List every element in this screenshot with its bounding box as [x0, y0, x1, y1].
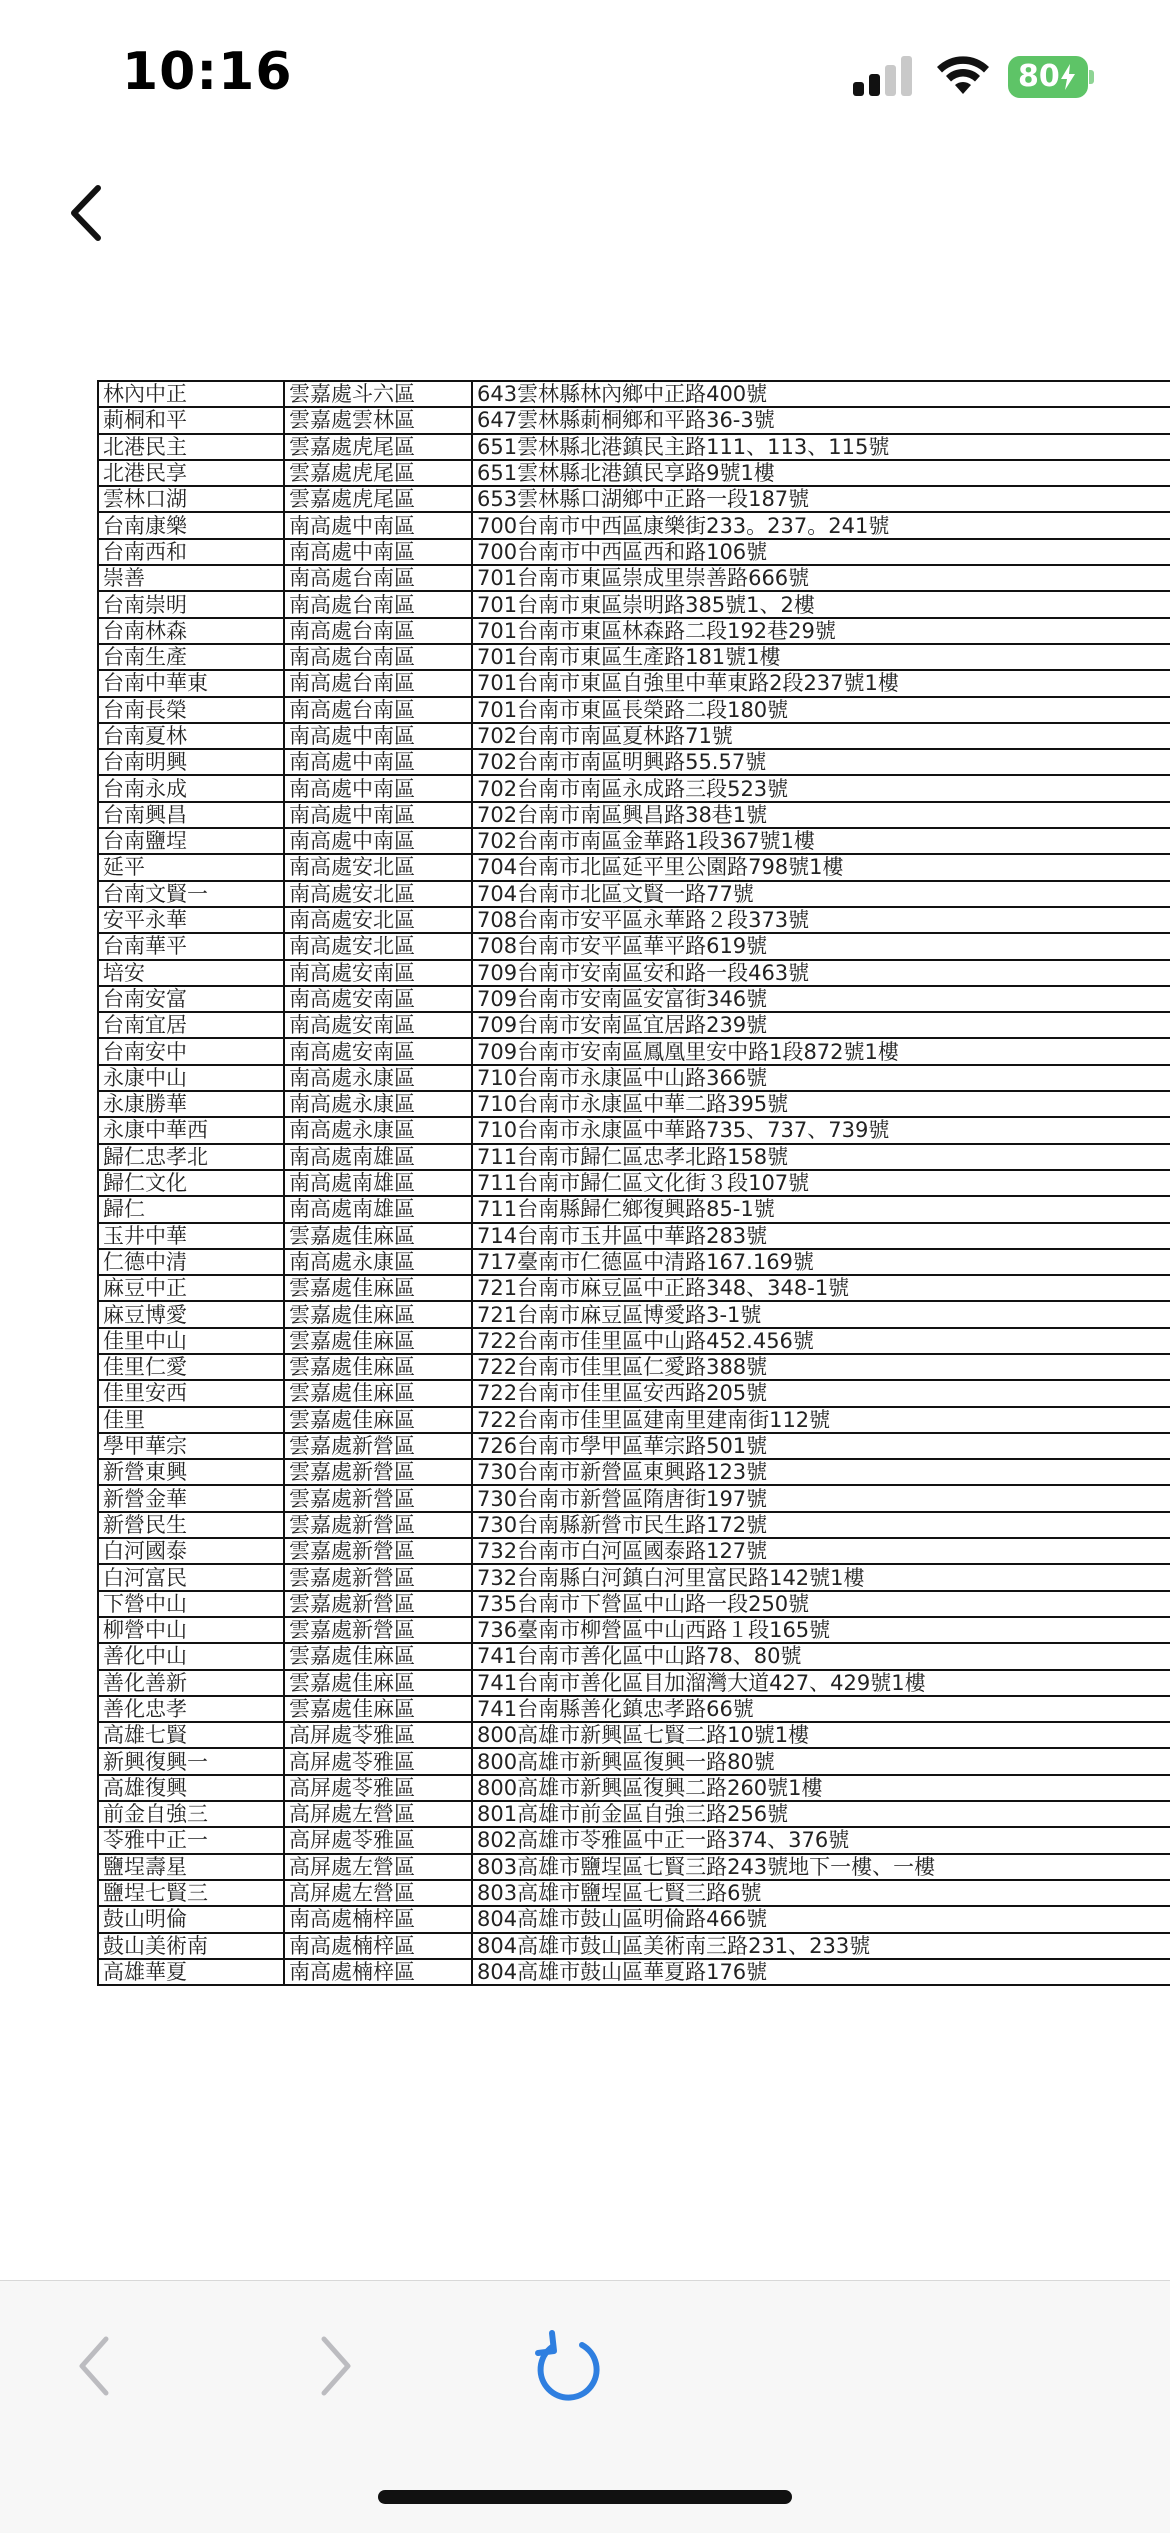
store-name-cell: 永康勝華	[98, 1091, 284, 1117]
region-cell: 雲嘉處新營區	[284, 1485, 472, 1511]
table-row	[98, 1091, 1170, 1117]
table-row	[98, 591, 1170, 617]
store-name-cell: 白河富民	[98, 1564, 284, 1590]
address-cell: 701台南市東區自強里中華東路2段237號1樓	[472, 670, 1170, 696]
table-row	[98, 1380, 1170, 1406]
region-cell: 南高處永康區	[284, 1117, 472, 1143]
table-row	[98, 1933, 1170, 1959]
table-row	[98, 828, 1170, 854]
table-row	[98, 1775, 1170, 1801]
region-cell: 南高處中南區	[284, 775, 472, 801]
store-name-cell: 佳里中山	[98, 1328, 284, 1354]
store-name-cell: 高雄復興	[98, 1775, 284, 1801]
nav-back-button[interactable]	[70, 2331, 120, 2401]
region-cell: 南高處安北區	[284, 933, 472, 959]
address-cell: 702台南市南區興昌路38巷1號	[472, 802, 1170, 828]
store-name-cell: 善化忠孝	[98, 1696, 284, 1722]
table-row	[98, 460, 1170, 486]
region-cell: 南高處台南區	[284, 618, 472, 644]
address-cell: 741台南市善化區目加溜灣大道427、429號1樓	[472, 1670, 1170, 1696]
nav-forward-button[interactable]	[310, 2331, 360, 2401]
region-cell: 雲嘉處佳麻區	[284, 1696, 472, 1722]
address-cell: 732台南市白河區國泰路127號	[472, 1538, 1170, 1564]
battery-level: 80	[1018, 59, 1060, 94]
address-cell: 710台南市永康區中華路735、737、739號	[472, 1117, 1170, 1143]
table-row	[98, 1433, 1170, 1459]
store-name-cell: 台南崇明	[98, 591, 284, 617]
address-cell: 643雲林縣林內鄉中正路400號	[472, 381, 1170, 407]
wifi-icon	[935, 56, 991, 96]
store-name-cell: 新營民生	[98, 1512, 284, 1538]
address-cell: 722台南市佳里區中山路452.456號	[472, 1328, 1170, 1354]
address-cell: 701台南市東區長榮路二段180號	[472, 697, 1170, 723]
region-cell: 雲嘉處佳麻區	[284, 1301, 472, 1327]
region-cell: 雲嘉處佳麻區	[284, 1223, 472, 1249]
address-cell: 732台南縣白河鎮白河里富民路142號1樓	[472, 1564, 1170, 1590]
address-cell: 647雲林縣莿桐鄉和平路36-3號	[472, 407, 1170, 433]
region-cell: 南高處中南區	[284, 539, 472, 565]
store-name-cell: 北港民主	[98, 434, 284, 460]
table-body	[98, 381, 1170, 1985]
address-cell: 711台南市歸仁區忠孝北路158號	[472, 1144, 1170, 1170]
address-cell: 721台南市麻豆區博愛路3-1號	[472, 1301, 1170, 1327]
region-cell: 高屏處苓雅區	[284, 1748, 472, 1774]
store-name-cell: 麻豆中正	[98, 1275, 284, 1301]
store-name-cell: 新營東興	[98, 1459, 284, 1485]
back-button[interactable]	[62, 180, 122, 250]
cellular-signal-icon	[853, 56, 913, 96]
table-row	[98, 1249, 1170, 1275]
store-name-cell: 歸仁	[98, 1196, 284, 1222]
table-row	[98, 1538, 1170, 1564]
store-name-cell: 林內中正	[98, 381, 284, 407]
charging-bolt-icon	[1061, 64, 1075, 90]
address-cell: 710台南市永康區中華二路395號	[472, 1091, 1170, 1117]
table-row	[98, 1485, 1170, 1511]
store-name-cell: 台南長榮	[98, 697, 284, 723]
address-cell: 730台南市新營區隋唐街197號	[472, 1485, 1170, 1511]
table-row	[98, 960, 1170, 986]
region-cell: 南高處安南區	[284, 1012, 472, 1038]
region-cell: 雲嘉處新營區	[284, 1591, 472, 1617]
store-name-cell: 台南林森	[98, 618, 284, 644]
address-cell: 722台南市佳里區安西路205號	[472, 1380, 1170, 1406]
region-cell: 南高處楠梓區	[284, 1959, 472, 1985]
battery-icon	[1008, 56, 1088, 98]
region-cell: 南高處楠梓區	[284, 1933, 472, 1959]
store-name-cell: 台南安富	[98, 986, 284, 1012]
address-cell: 804高雄市鼓山區華夏路176號	[472, 1959, 1170, 1985]
store-name-cell: 善化善新	[98, 1670, 284, 1696]
table-row	[98, 1617, 1170, 1643]
region-cell: 南高處台南區	[284, 697, 472, 723]
region-cell: 南高處安南區	[284, 1038, 472, 1064]
address-cell: 801高雄市前金區自強三路256號	[472, 1801, 1170, 1827]
table-row	[98, 1117, 1170, 1143]
address-cell: 711台南縣歸仁鄉復興路85-1號	[472, 1196, 1170, 1222]
table-row	[98, 1512, 1170, 1538]
table-row	[98, 565, 1170, 591]
store-name-cell: 台南文賢一	[98, 881, 284, 907]
chevron-left-icon	[74, 188, 98, 238]
table-row	[98, 697, 1170, 723]
address-cell: 701台南市東區林森路二段192巷29號	[472, 618, 1170, 644]
store-name-cell: 善化中山	[98, 1643, 284, 1669]
table-row	[98, 1170, 1170, 1196]
table-row	[98, 907, 1170, 933]
store-name-cell: 麻豆博愛	[98, 1301, 284, 1327]
store-name-cell: 台南夏林	[98, 723, 284, 749]
address-cell: 804高雄市鼓山區明倫路466號	[472, 1906, 1170, 1932]
store-name-cell: 台南明興	[98, 749, 284, 775]
address-cell: 803高雄市鹽埕區七賢三路243號地下一樓、一樓	[472, 1854, 1170, 1880]
store-name-cell: 前金自強三	[98, 1801, 284, 1827]
region-cell: 南高處南雄區	[284, 1170, 472, 1196]
table-row	[98, 539, 1170, 565]
address-cell: 701台南市東區生產路181號1樓	[472, 644, 1170, 670]
address-cell: 800高雄市新興區復興一路80號	[472, 1748, 1170, 1774]
store-name-cell: 台南康樂	[98, 512, 284, 538]
table-row	[98, 881, 1170, 907]
region-cell: 南高處南雄區	[284, 1144, 472, 1170]
table-row	[98, 1722, 1170, 1748]
address-cell: 711台南市歸仁區文化街３段107號	[472, 1170, 1170, 1196]
table-row	[98, 1144, 1170, 1170]
address-cell: 800高雄市新興區七賢二路10號1樓	[472, 1722, 1170, 1748]
store-name-cell: 台南安中	[98, 1038, 284, 1064]
address-cell: 702台南市南區夏林路71號	[472, 723, 1170, 749]
store-name-cell: 苓雅中正一	[98, 1827, 284, 1853]
store-name-cell: 下營中山	[98, 1591, 284, 1617]
store-name-cell: 柳營中山	[98, 1617, 284, 1643]
region-cell: 南高處中南區	[284, 512, 472, 538]
region-cell: 南高處安北區	[284, 881, 472, 907]
document-viewer[interactable]	[97, 380, 1170, 1986]
store-name-cell: 台南西和	[98, 539, 284, 565]
table-row	[98, 933, 1170, 959]
address-cell: 702台南市南區金華路1段367號1樓	[472, 828, 1170, 854]
region-cell: 南高處台南區	[284, 591, 472, 617]
address-cell: 709台南市安南區安和路一段463號	[472, 960, 1170, 986]
table-row	[98, 1643, 1170, 1669]
table-row	[98, 986, 1170, 1012]
store-name-cell: 歸仁忠孝北	[98, 1144, 284, 1170]
table-row	[98, 434, 1170, 460]
store-name-cell: 鼓山美術南	[98, 1933, 284, 1959]
store-name-cell: 台南生產	[98, 644, 284, 670]
store-name-cell: 鹽埕壽星	[98, 1854, 284, 1880]
region-cell: 雲嘉處虎尾區	[284, 460, 472, 486]
address-cell: 709台南市安南區宜居路239號	[472, 1012, 1170, 1038]
address-cell: 701台南市東區崇成里崇善路666號	[472, 565, 1170, 591]
region-cell: 南高處楠梓區	[284, 1906, 472, 1932]
table-row	[98, 1354, 1170, 1380]
region-cell: 南高處安北區	[284, 907, 472, 933]
region-cell: 南高處永康區	[284, 1065, 472, 1091]
table-row	[98, 1223, 1170, 1249]
table-row	[98, 1328, 1170, 1354]
region-cell: 雲嘉處虎尾區	[284, 434, 472, 460]
address-cell: 714台南市玉井區中華路283號	[472, 1223, 1170, 1249]
address-cell: 741台南市善化區中山路78、80號	[472, 1643, 1170, 1669]
table-row	[98, 670, 1170, 696]
region-cell: 南高處永康區	[284, 1091, 472, 1117]
region-cell: 雲嘉處新營區	[284, 1617, 472, 1643]
address-cell: 717臺南市仁德區中清路167.169號	[472, 1249, 1170, 1275]
reload-button[interactable]	[530, 2329, 606, 2409]
address-cell: 709台南市安南區鳳凰里安中路1段872號1樓	[472, 1038, 1170, 1064]
address-cell: 741台南縣善化鎮忠孝路66號	[472, 1696, 1170, 1722]
region-cell: 高屏處左營區	[284, 1880, 472, 1906]
store-name-cell: 歸仁文化	[98, 1170, 284, 1196]
table-row	[98, 1748, 1170, 1774]
region-cell: 高屏處苓雅區	[284, 1775, 472, 1801]
table-row	[98, 1670, 1170, 1696]
store-name-cell: 台南興昌	[98, 802, 284, 828]
store-name-cell: 鼓山明倫	[98, 1906, 284, 1932]
store-name-cell: 培安	[98, 960, 284, 986]
address-cell: 710台南市永康區中山路366號	[472, 1065, 1170, 1091]
table-row	[98, 1038, 1170, 1064]
region-cell: 雲嘉處佳麻區	[284, 1275, 472, 1301]
region-cell: 高屏處左營區	[284, 1801, 472, 1827]
address-cell: 736臺南市柳營區中山西路１段165號	[472, 1617, 1170, 1643]
table-row	[98, 1591, 1170, 1617]
address-cell: 721台南市麻豆區中正路348、348-1號	[472, 1275, 1170, 1301]
address-cell: 704台南市北區延平里公園路798號1樓	[472, 854, 1170, 880]
region-cell: 雲嘉處新營區	[284, 1564, 472, 1590]
store-name-cell: 台南鹽埕	[98, 828, 284, 854]
table-row	[98, 1196, 1170, 1222]
address-cell: 722台南市佳里區建南里建南街112號	[472, 1407, 1170, 1433]
table-row	[98, 1407, 1170, 1433]
region-cell: 南高處中南區	[284, 802, 472, 828]
store-name-cell: 台南永成	[98, 775, 284, 801]
address-cell: 651雲林縣北港鎮民主路111、113、115號	[472, 434, 1170, 460]
battery-cap	[1089, 70, 1094, 84]
address-cell: 708台南市安平區華平路619號	[472, 933, 1170, 959]
region-cell: 南高處安南區	[284, 986, 472, 1012]
region-cell: 南高處中南區	[284, 723, 472, 749]
home-indicator	[378, 2490, 792, 2504]
table-row	[98, 1801, 1170, 1827]
address-cell: 702台南市南區明興路55.57號	[472, 749, 1170, 775]
address-cell: 802高雄市苓雅區中正一路374、376號	[472, 1827, 1170, 1853]
table-row	[98, 512, 1170, 538]
region-cell: 雲嘉處佳麻區	[284, 1670, 472, 1696]
table-row	[98, 1564, 1170, 1590]
table-row	[98, 1459, 1170, 1485]
table-row	[98, 1959, 1170, 1985]
region-cell: 高屏處苓雅區	[284, 1827, 472, 1853]
address-cell: 803高雄市鹽埕區七賢三路6號	[472, 1880, 1170, 1906]
store-name-cell: 安平永華	[98, 907, 284, 933]
table-row	[98, 381, 1170, 407]
region-cell: 南高處中南區	[284, 749, 472, 775]
store-name-cell: 高雄七賢	[98, 1722, 284, 1748]
store-name-cell: 台南中華東	[98, 670, 284, 696]
address-cell: 704台南市北區文賢一路77號	[472, 881, 1170, 907]
address-cell: 700台南市中西區西和路106號	[472, 539, 1170, 565]
table-row	[98, 644, 1170, 670]
address-cell: 722台南市佳里區仁愛路388號	[472, 1354, 1170, 1380]
region-cell: 雲嘉處斗六區	[284, 381, 472, 407]
store-name-cell: 白河國泰	[98, 1538, 284, 1564]
region-cell: 雲嘉處佳麻區	[284, 1328, 472, 1354]
store-name-cell: 台南華平	[98, 933, 284, 959]
region-cell: 高屏處左營區	[284, 1854, 472, 1880]
address-cell: 701台南市東區崇明路385號1、2樓	[472, 591, 1170, 617]
store-name-cell: 台南宜居	[98, 1012, 284, 1038]
region-cell: 南高處中南區	[284, 828, 472, 854]
status-time: 10:16	[122, 42, 293, 102]
address-cell: 735台南市下營區中山路一段250號	[472, 1591, 1170, 1617]
region-cell: 雲嘉處新營區	[284, 1512, 472, 1538]
address-cell: 730台南市新營區東興路123號	[472, 1459, 1170, 1485]
table-row	[98, 1301, 1170, 1327]
table-row	[98, 1854, 1170, 1880]
store-name-cell: 新興復興一	[98, 1748, 284, 1774]
table-row	[98, 723, 1170, 749]
table-row	[98, 486, 1170, 512]
status-bar	[0, 0, 1170, 150]
reload-icon	[538, 2333, 597, 2398]
table-row	[98, 1906, 1170, 1932]
address-cell: 800高雄市新興區復興二路260號1樓	[472, 1775, 1170, 1801]
address-cell: 708台南市安平區永華路２段373號	[472, 907, 1170, 933]
region-cell: 雲嘉處新營區	[284, 1433, 472, 1459]
region-cell: 南高處安南區	[284, 960, 472, 986]
chevron-right-icon	[324, 2339, 348, 2393]
region-cell: 雲嘉處虎尾區	[284, 486, 472, 512]
region-cell: 雲嘉處新營區	[284, 1538, 472, 1564]
store-name-cell: 永康中山	[98, 1065, 284, 1091]
store-name-cell: 鹽埕七賢三	[98, 1880, 284, 1906]
chevron-left-icon	[82, 2339, 106, 2393]
table-row	[98, 407, 1170, 433]
address-cell: 702台南市南區永成路三段523號	[472, 775, 1170, 801]
store-name-cell: 仁德中清	[98, 1249, 284, 1275]
region-cell: 雲嘉處雲林區	[284, 407, 472, 433]
store-name-cell: 崇善	[98, 565, 284, 591]
address-cell: 804高雄市鼓山區美術南三路231、233號	[472, 1933, 1170, 1959]
address-cell: 730台南縣新營市民生路172號	[472, 1512, 1170, 1538]
store-name-cell: 佳里仁愛	[98, 1354, 284, 1380]
address-table	[97, 380, 1170, 1986]
table-row	[98, 1880, 1170, 1906]
table-row	[98, 802, 1170, 828]
table-row	[98, 618, 1170, 644]
store-name-cell: 玉井中華	[98, 1223, 284, 1249]
store-name-cell: 佳里	[98, 1407, 284, 1433]
region-cell: 南高處台南區	[284, 565, 472, 591]
region-cell: 雲嘉處佳麻區	[284, 1643, 472, 1669]
store-name-cell: 新營金華	[98, 1485, 284, 1511]
table-row	[98, 1012, 1170, 1038]
store-name-cell: 永康中華西	[98, 1117, 284, 1143]
region-cell: 高屏處苓雅區	[284, 1722, 472, 1748]
table-row	[98, 1827, 1170, 1853]
table-row	[98, 775, 1170, 801]
region-cell: 雲嘉處佳麻區	[284, 1380, 472, 1406]
region-cell: 雲嘉處佳麻區	[284, 1354, 472, 1380]
address-cell: 651雲林縣北港鎮民享路9號1樓	[472, 460, 1170, 486]
table-row	[98, 1696, 1170, 1722]
address-cell: 709台南市安南區安富街346號	[472, 986, 1170, 1012]
address-cell: 653雲林縣口湖鄉中正路一段187號	[472, 486, 1170, 512]
region-cell: 南高處永康區	[284, 1249, 472, 1275]
table-row	[98, 749, 1170, 775]
table-row	[98, 1065, 1170, 1091]
table-row	[98, 854, 1170, 880]
address-cell: 726台南市學甲區華宗路501號	[472, 1433, 1170, 1459]
store-name-cell: 雲林口湖	[98, 486, 284, 512]
region-cell: 南高處南雄區	[284, 1196, 472, 1222]
address-cell: 700台南市中西區康樂街233。237。241號	[472, 512, 1170, 538]
store-name-cell: 北港民享	[98, 460, 284, 486]
store-name-cell: 學甲華宗	[98, 1433, 284, 1459]
region-cell: 南高處台南區	[284, 670, 472, 696]
region-cell: 南高處安北區	[284, 854, 472, 880]
region-cell: 雲嘉處佳麻區	[284, 1407, 472, 1433]
store-name-cell: 佳里安西	[98, 1380, 284, 1406]
table-row	[98, 1275, 1170, 1301]
store-name-cell: 延平	[98, 854, 284, 880]
store-name-cell: 高雄華夏	[98, 1959, 284, 1985]
region-cell: 南高處台南區	[284, 644, 472, 670]
region-cell: 雲嘉處新營區	[284, 1459, 472, 1485]
store-name-cell: 莿桐和平	[98, 407, 284, 433]
